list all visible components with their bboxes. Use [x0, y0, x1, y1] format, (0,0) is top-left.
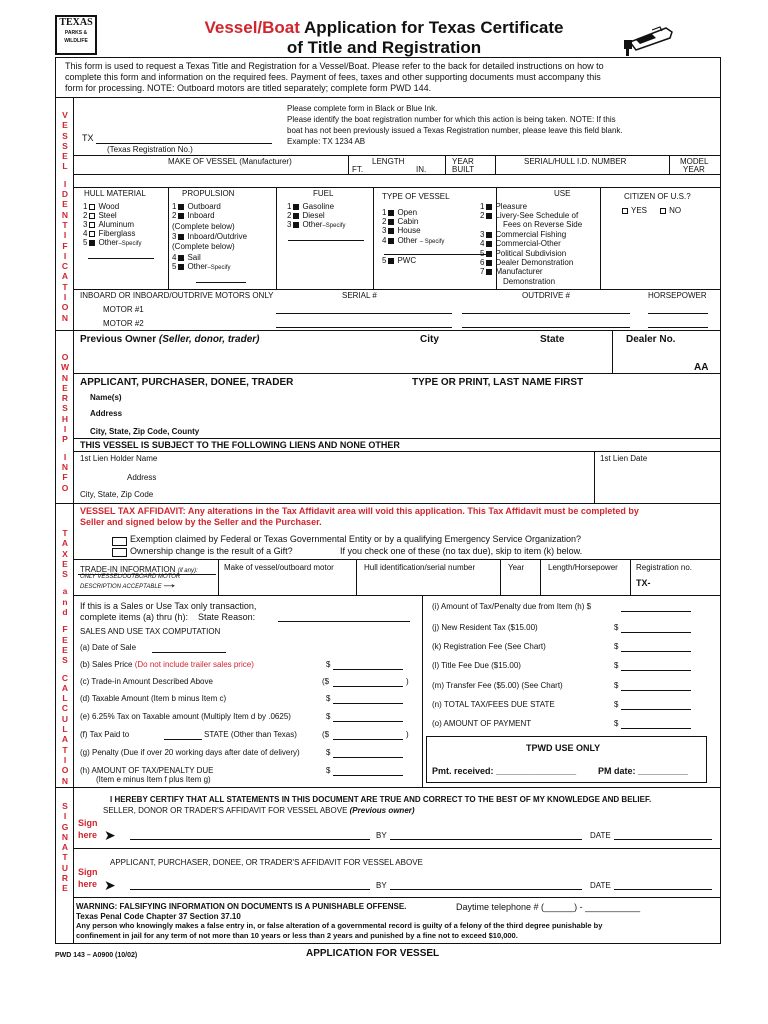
- section-letter: I: [63, 178, 67, 189]
- section-letter: A: [61, 682, 69, 693]
- section-letter: N: [61, 209, 69, 220]
- section-letter: I: [63, 424, 67, 435]
- section-letter: C: [61, 261, 69, 272]
- section-letter: O: [61, 352, 69, 362]
- section-letter: T: [62, 219, 68, 230]
- section-letter: S: [62, 655, 68, 666]
- section-letter: [58, 666, 72, 673]
- propulsion-other-specify-field[interactable]: [196, 282, 246, 283]
- form-code: PWD 143 – A0900 (10/02): [55, 952, 138, 959]
- section-letter: G: [61, 821, 69, 832]
- section-letter: L: [62, 161, 68, 172]
- section-letter: I: [63, 451, 67, 462]
- texas-registration-field[interactable]: [96, 143, 272, 144]
- section-letter: O: [61, 302, 69, 313]
- propulsion-sail-checkbox[interactable]: [178, 255, 184, 261]
- total-fees-field[interactable]: [621, 709, 691, 710]
- taxable-amount-field[interactable]: [333, 703, 403, 704]
- section-letter: F: [62, 240, 68, 251]
- type-other-specify-field[interactable]: [384, 254, 490, 255]
- section-letter: R: [61, 873, 69, 884]
- section-letter: O: [61, 482, 69, 493]
- boat-icon: [622, 18, 674, 58]
- section-letter: I: [63, 292, 67, 303]
- seller-by-field[interactable]: [390, 839, 582, 840]
- applicant-date-field[interactable]: [614, 889, 712, 890]
- section-letter: T: [62, 852, 68, 863]
- section-letter: V: [62, 110, 68, 120]
- hull-other-specify-field[interactable]: [88, 258, 154, 259]
- section-letter: E: [62, 382, 68, 393]
- hull-aluminum-checkbox[interactable]: [89, 222, 95, 228]
- use-pleasure-checkbox[interactable]: [486, 204, 492, 210]
- hull-other-checkbox[interactable]: [89, 240, 95, 246]
- section-letter: A: [61, 734, 69, 745]
- citizen-yes-checkbox[interactable]: [622, 208, 628, 214]
- section-letter: S: [62, 140, 68, 151]
- section-letter: E: [62, 634, 68, 645]
- section-letter: E: [62, 883, 68, 894]
- propulsion-inboard-checkbox[interactable]: [178, 213, 184, 219]
- motor1-serial-field[interactable]: [276, 313, 452, 314]
- sales-price-field[interactable]: [333, 669, 403, 670]
- section-letter: T: [62, 528, 68, 538]
- motor2-outdrive-field[interactable]: [462, 327, 630, 328]
- propulsion-other-checkbox[interactable]: [178, 264, 184, 270]
- intro-text: complete this form and information on the required fees. Payment of fees, taxes and other supporting documents must accompany this: [65, 72, 601, 82]
- seller-date-field[interactable]: [614, 839, 712, 840]
- motor1-outdrive-field[interactable]: [462, 313, 630, 314]
- section-letter: S: [62, 801, 68, 811]
- section-letter: A: [61, 538, 69, 549]
- tax-due-field[interactable]: [621, 611, 691, 612]
- section-letter: S: [62, 403, 68, 414]
- section-label-signature: [58, 801, 72, 894]
- transfer-fee-field[interactable]: [621, 690, 691, 691]
- section-letter: T: [62, 744, 68, 755]
- section-letter: [58, 445, 72, 452]
- section-letter: d: [62, 607, 68, 618]
- section-letter: U: [61, 713, 69, 724]
- section-letter: E: [62, 644, 68, 655]
- new-resident-tax-field[interactable]: [621, 632, 691, 633]
- hull-fiberglass-checkbox[interactable]: [89, 231, 95, 237]
- use-livery-checkbox[interactable]: [486, 213, 492, 219]
- type-open-checkbox[interactable]: [388, 210, 394, 216]
- intro-text: form for processing. NOTE: Outboard motors are titled separately; complete form PWD 144.: [65, 83, 432, 93]
- section-letter: S: [62, 130, 68, 141]
- payment-amount-field[interactable]: [621, 728, 691, 729]
- section-letter: O: [61, 765, 69, 776]
- registration-fee-field[interactable]: [621, 651, 691, 652]
- use-commercial-fishing-checkbox[interactable]: [486, 232, 492, 238]
- section-letter: L: [62, 693, 68, 704]
- use-dealer-demo-checkbox[interactable]: [486, 260, 492, 266]
- section-letter: [58, 617, 72, 624]
- section-letter: W: [60, 362, 70, 373]
- motor2-horsepower-field[interactable]: [648, 327, 708, 328]
- section-label-vessel-identification: [58, 110, 72, 323]
- section-letter: X: [62, 548, 68, 559]
- citizen-no-checkbox[interactable]: [660, 208, 666, 214]
- form-title: Vessel/Boat Application for Texas Certificate of Title and Registration: [204, 18, 564, 57]
- section-letter: T: [62, 281, 68, 292]
- section-letter: E: [62, 558, 68, 569]
- section-letter: F: [62, 624, 68, 635]
- tax-paid-state-field[interactable]: [164, 739, 202, 740]
- tax-paid-amount-field[interactable]: [333, 739, 403, 740]
- section-letter: I: [63, 250, 67, 261]
- footer-title: APPLICATION FOR VESSEL: [306, 948, 440, 959]
- section-letter: D: [61, 189, 69, 200]
- section-letter: N: [61, 461, 69, 472]
- section-letter: N: [61, 831, 69, 842]
- hull-wood-checkbox[interactable]: [89, 204, 95, 210]
- applicant-by-field[interactable]: [390, 889, 582, 890]
- section-label-taxes-and-fees: [58, 528, 72, 786]
- section-letter: [58, 579, 72, 586]
- section-letter: A: [61, 842, 69, 853]
- section-letter: N: [61, 312, 69, 323]
- sign-arrow-icon: ➤: [104, 827, 116, 843]
- section-label-ownership-info: [58, 352, 72, 493]
- amount-due-field[interactable]: [333, 775, 403, 776]
- use-political-subdivision-checkbox[interactable]: [486, 251, 492, 257]
- motor2-serial-field[interactable]: [276, 327, 452, 328]
- penalty-field[interactable]: [333, 757, 403, 758]
- trade-in-amount-field[interactable]: [333, 686, 403, 687]
- sign-arrow-icon: ➤: [104, 877, 116, 893]
- section-letter: L: [62, 724, 68, 735]
- exemption-checkbox[interactable]: [112, 537, 127, 546]
- title-fee-field[interactable]: [621, 670, 691, 671]
- section-letter: C: [61, 703, 69, 714]
- gift-checkbox[interactable]: [112, 548, 127, 557]
- section-letter: S: [62, 569, 68, 580]
- fuel-diesel-checkbox[interactable]: [293, 213, 299, 219]
- use-manufacturer-demo-checkbox[interactable]: [486, 269, 492, 275]
- type-pwc-checkbox[interactable]: [388, 258, 394, 264]
- use-commercial-other-checkbox[interactable]: [486, 241, 492, 247]
- fuel-other-checkbox[interactable]: [293, 222, 299, 228]
- intro-text: This form is used to request a Texas Title and Registration for a Vessel/Boat. Please refer to the back for detailed instructions on how to: [65, 61, 604, 71]
- section-letter: N: [61, 372, 69, 383]
- hull-steel-checkbox[interactable]: [89, 213, 95, 219]
- propulsion-outboard-checkbox[interactable]: [178, 204, 184, 210]
- section-letter: A: [61, 271, 69, 282]
- section-letter: P: [62, 434, 68, 445]
- motor1-horsepower-field[interactable]: [648, 313, 708, 314]
- section-letter: I: [63, 811, 67, 822]
- tpwd-logo: TEXAS PARKS & WILDLIFE: [55, 15, 97, 55]
- section-letter: F: [62, 472, 68, 483]
- section-letter: I: [63, 754, 67, 765]
- tax-amount-field[interactable]: [333, 721, 403, 722]
- type-other-checkbox[interactable]: [388, 238, 394, 244]
- section-letter: E: [62, 199, 68, 210]
- section-letter: I: [63, 230, 67, 241]
- daytime-telephone-field[interactable]: Daytime telephone # (______) - ___________: [456, 902, 641, 912]
- section-letter: E: [62, 151, 68, 162]
- type-house-checkbox[interactable]: [388, 228, 394, 234]
- section-letter: [58, 172, 72, 179]
- section-letter: H: [61, 413, 69, 424]
- section-letter: a: [62, 586, 68, 597]
- section-letter: n: [62, 596, 68, 607]
- applicant-signature-field[interactable]: [130, 889, 370, 890]
- section-letter: N: [61, 775, 69, 786]
- state-reason-field[interactable]: [278, 621, 410, 622]
- date-of-sale-field[interactable]: [152, 652, 226, 653]
- fuel-other-specify-field[interactable]: [288, 240, 364, 241]
- arrow-right-icon: →: [160, 576, 179, 591]
- fuel-gasoline-checkbox[interactable]: [293, 204, 299, 210]
- propulsion-inboard-outdrive-checkbox[interactable]: [178, 234, 184, 240]
- type-cabin-checkbox[interactable]: [388, 219, 394, 225]
- seller-signature-field[interactable]: [130, 839, 370, 840]
- section-letter: R: [61, 393, 69, 404]
- section-letter: U: [61, 862, 69, 873]
- section-letter: C: [61, 672, 69, 683]
- section-letter: E: [62, 120, 68, 131]
